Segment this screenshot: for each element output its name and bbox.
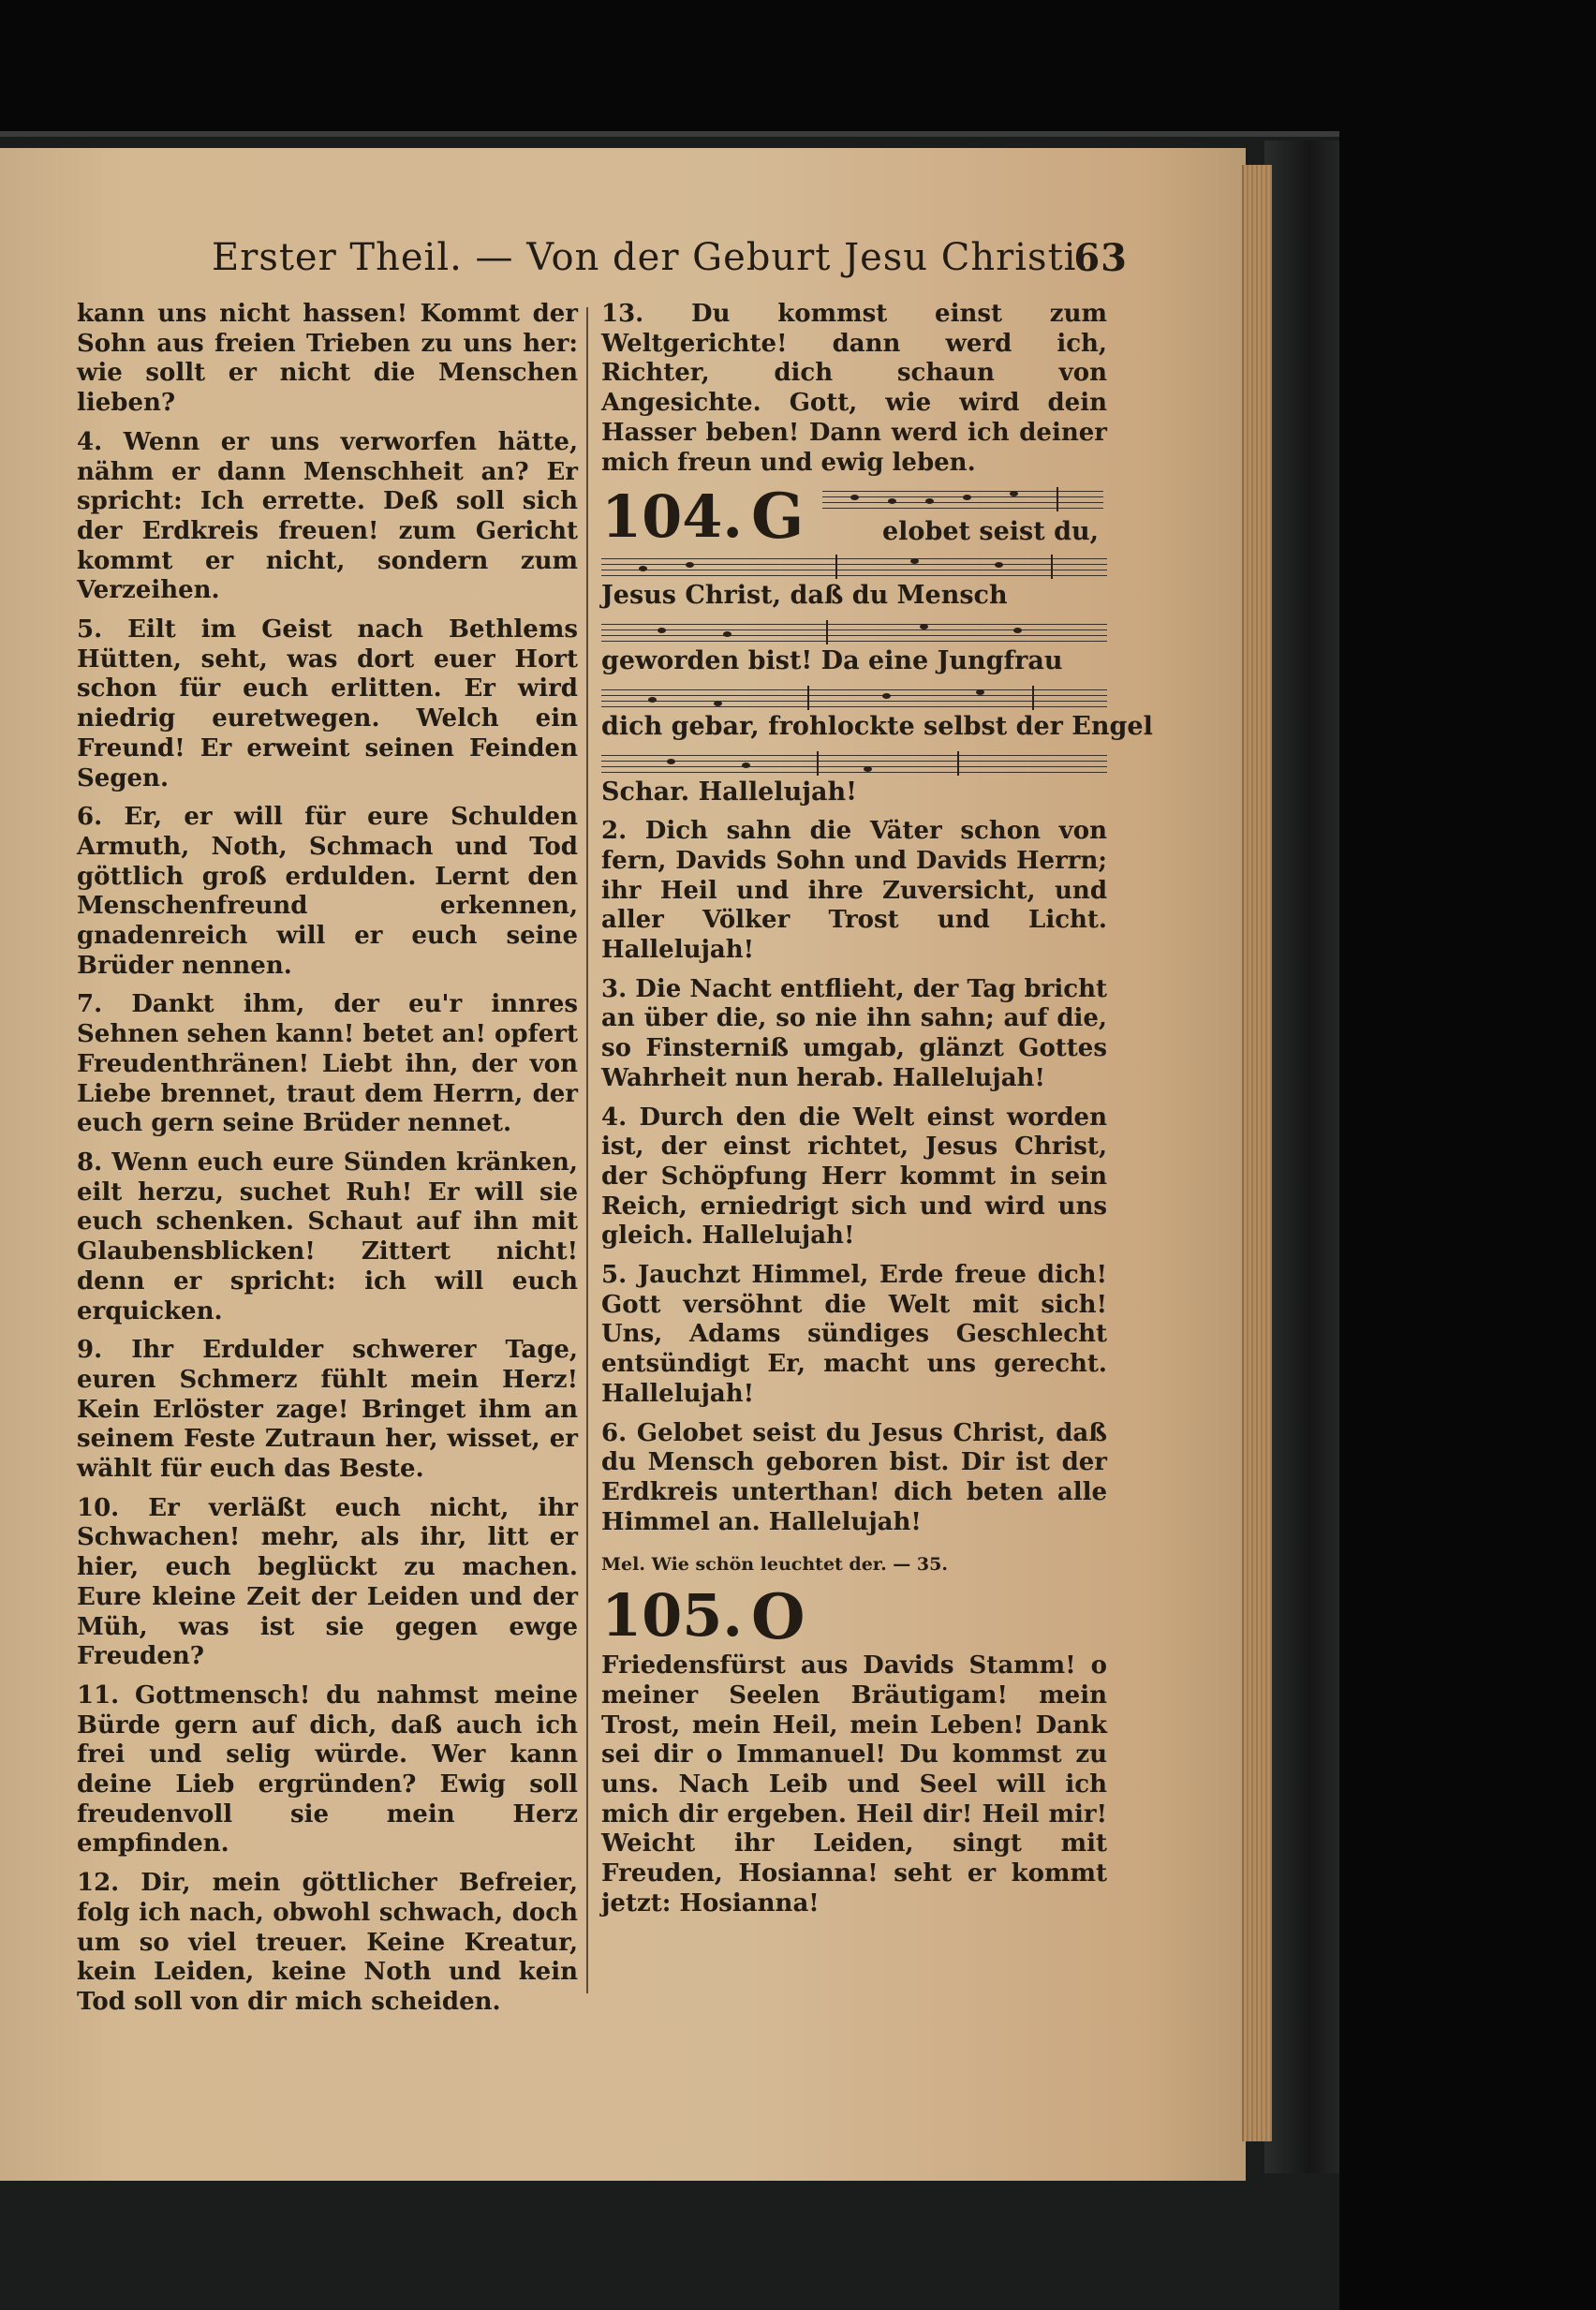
verse-13: 13. Du kommst einst zum Weltgerichte! dann werd ich, Richter, dich schaun von Angesichte. Gott, wie wird dein Hasser beben! Dann werd ich deiner mich freun und ewig leben. [601, 300, 1107, 477]
verse: 7. Dankt ihm, der eu'r innres Sehnen sehen kann! betet an! opfert Freudenthränen! Liebt ihn, der von Liebe brennet, traut dem Herrn, der euch gern seine Brüder nennet. [77, 990, 578, 1138]
verse: 4. Durch den die Welt einst worden ist, der einst richtet, Jesus Christ, der Schöpfung Herr kommt in sein Reich, erniedrigt sich und wird uns gleich. Hallelujah! [601, 1103, 1107, 1251]
verse: 8. Wenn euch eure Sünden kränken, eilt herzu, suchet Ruh! Er will sie euch schenken. Schaut auf ihn mit Glaubensblicken! Zittert nicht! denn er spricht: ich will euch erquicken. [77, 1148, 578, 1325]
lyric-line: dich gebar, frohlockte selbst der Engel [601, 712, 1153, 742]
music-staff [601, 555, 1107, 579]
music-staff [822, 487, 1103, 511]
running-header [212, 236, 1128, 292]
header-title: Erster Theil. — Von der Geburt Jesu Christi. [212, 236, 1090, 279]
verse: 6. Er, er will für eure Schulden Armuth, Noth, Schmach und Tod göttlich groß erdulden. Lernt den Menschenfreund erkennen, gnadenreich will er euch seine Brüder nennen. [77, 803, 578, 980]
verse: 6. Gelobet seist du Jesus Christ, daß du Mensch geboren bist. Dir ist der Erdkreis unterthan! dich beten alle Himmel an. Hallelujah! [601, 1418, 1107, 1536]
verse: 9. Ihr Erdulder schwerer Tage, euren Schmerz fühlt mein Herz! Kein Erlöster zage! Bringet ihm an seinem Feste Zutraun her, wisset, er wählt für euch das Beste. [77, 1336, 578, 1484]
verse: 10. Er verläßt euch nicht, ihr Schwachen! mehr, als ihr, litt er hier, euch beglückt zu machen. Eure kleine Zeit der Leiden und der Müh, was ist sie gegen ewge Freuden? [77, 1493, 578, 1671]
music-staff [601, 686, 1107, 710]
verse: 11. Gottmensch! du nahmst meine Bürde gern auf dich, daß auch ich frei und selig würde. Wer kann deine Lieb ergründen? Ewig soll freudenvoll sie mein Herz empfinden. [77, 1681, 578, 1858]
verse: 2. Dich sahn die Väter schon von fern, Davids Sohn und Davids Herrn; ihr Heil und ihre Zuversicht, und aller Völker Trost und Licht. Hallelujah! [601, 817, 1107, 965]
verse: 3. Die Nacht entflieht, der Tag bricht an über die, so nie ihn sahn; auf die, so Finsterniß umgab, glänzt Gottes Wahrheit nun herab. Hallelujah! [601, 974, 1107, 1092]
page-edges [1242, 165, 1272, 2141]
music-staff [601, 620, 1107, 644]
hymn-number: 104. [601, 482, 744, 552]
verse: 4. Wenn er uns verworfen hätte, nähm er dann Menschheit an? Er spricht: Ich errette. Deß soll sich der Erdkreis freuen! zum Gericht kommt er nicht, sondern zum Verzeihen. [77, 427, 578, 605]
lyric-line: elobet seist du, [882, 517, 1099, 547]
drop-initial: O [751, 1580, 805, 1654]
verse: 12. Dir, mein göttlicher Befreier, folg ich nach, obwohl schwach, doch um so viel treuer. Keine Kreatur, kein Leiden, keine Noth und kein Tod soll von dir mich scheiden. [77, 1869, 578, 2016]
page-number: 63 [1073, 236, 1128, 280]
left-column [77, 300, 578, 2027]
right-column [601, 300, 1153, 1928]
lyric-line: geworden bist! Da eine Jungfrau [601, 646, 1063, 676]
lyric-line: Jesus Christ, daß du Mensch [601, 581, 1008, 611]
hymn-105 [601, 1580, 1107, 1918]
verse: 5. Eilt im Geist nach Bethlems Hütten, seht, was dort euer Hort schon für euch erlitten. Er wird niedrig euretwegen. Welch ein Freund! Er erweint seinen Feinden Segen. [77, 615, 578, 792]
lyric-line: Schar. Hallelujah! [601, 777, 857, 807]
hymn-number: 105. [601, 1581, 744, 1651]
hymn-text: Friedensfürst aus Davids Stamm! o meiner Seelen Bräutigam! mein Trost, mein Heil, mein Leben! Dank sei dir o Immanuel! Du kommst zu uns. Nach Leib und Seel will ich mich dir ergeben. Heil dir! Heil mir! Weicht ihr Leiden, singt mit Freuden, Hosianna! seht er kommt jetzt: Hosianna! [601, 1651, 1107, 1918]
music-staff [601, 751, 1107, 776]
drop-initial: G [751, 480, 805, 554]
book-spine [1264, 141, 1339, 2173]
verse: 5. Jauchzt Himmel, Erde freue dich! Gott versöhnt die Welt mit sich! Uns, Adams sündiges Geschlecht entsündigt Er, macht uns gerecht. Hallelujah! [601, 1261, 1107, 1408]
verse-continuation: kann uns nicht hassen! Kommt der Sohn aus freien Trieben zu uns her: wie sollt er nicht die Menschen lieben? [77, 300, 578, 418]
melody-note: Mel. Wie schön leuchtet der. — 35. [601, 1554, 948, 1576]
hymn-104 [601, 480, 1153, 1537]
column-divider [586, 307, 588, 1993]
